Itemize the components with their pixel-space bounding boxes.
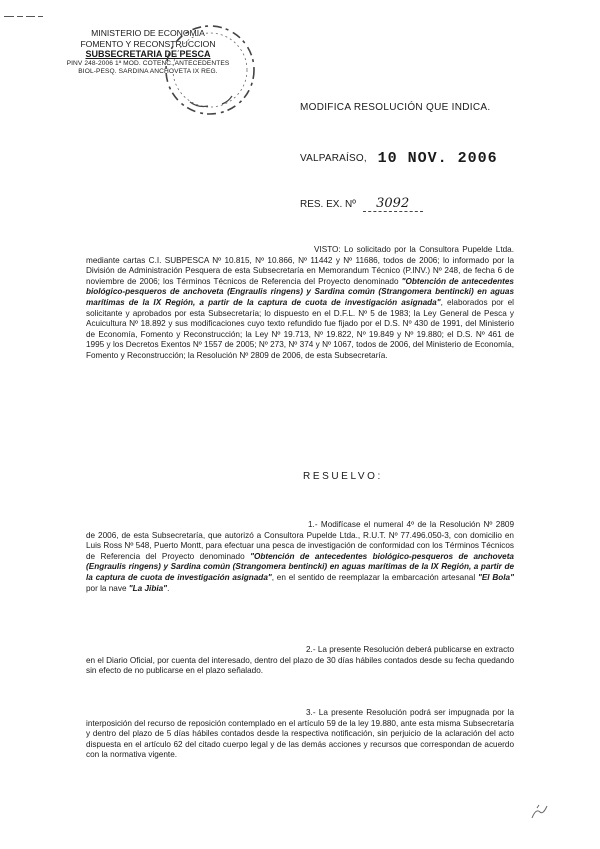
resolution-item-1: 1.- Modifícase el numeral 4º de la Resolución Nº 2809 de 2006, de esta Subsecretaría, que autorizó a Consultora Pupelde Ltda., R.U.T. Nº 77.496.050-3, con domicilio en Luis Ross Nº 548, Puerto Montt, para efectuar una pesca de investigación de conformidad con los Términos Técnicos de Referencia del Proyecto denominado "Obtención de antecedentes biológico-pesqueros de anchoveta (Engraulis ringens) y Sardina común (Strangomera bentincki) en aguas marítimas de la IX Región, a partir de la captura de cuota de investigación asignada", en el sentido de reemplazar la embarcación artesanal "El Bola" por la nave "La Jibia". xyxy=(86,520,514,593)
visto-paragraph: VISTO: Lo solicitado por la Consultora Pupelde Ltda. mediante cartas C.I. SUBPESCA Nº 10.815, Nº 10.866, Nº 11442 y Nº 11686, todos de 2006; lo informado por la División de Administración Pesquera de esta Subsecretaría en Memorandum Técnico (P.INV.) Nº 248, de fecha 6 de noviembre de 2006; los Términos Técnicos de Referencia del Proyecto denominado "Obtención de antecedentes biológico-pesqueros de anchoveta (Engraulis ringens) y Sardina común (Strangomera bentincki) en aguas marítimas de la IX Región, a partir de la captura de cuota de investigación asignada", elaborados por el solicitante y aprobados por esta Subsecretaría; lo dispuesto en el D.F.L. Nº 5 de 1983; la Ley General de Pesca y Acuicultura Nº 18.892 y sus modificaciones cuyo texto refundido fue fijado por el D.S. Nº 430 de 1991, del Ministerio de Economía, Fomento y Reconstrucción; la Ley Nº 19.713, Nº 19.822, Nº 19.849 y Nº 19.880; el D.S. Nº 461 de 1995 y los Decretos Exentos Nº 1557 de 2005; Nº 273, Nº 374 y Nº 1067, todos de 2006, del Ministerio de Economía, Fomento y Reconstrucción; la Resolución Nº 2809 de 2006, de esta Subsecretaría. xyxy=(86,245,514,360)
letterhead-reference-2: BIOL-PESQ. SARDINA ANCHOVETA IX REG. xyxy=(78,67,218,75)
handwritten-mark xyxy=(528,802,550,822)
document-subject: MODIFICA RESOLUCIÓN QUE INDICA. xyxy=(300,102,491,113)
letterhead-reference-1: PINV 248-2006 1ª MOD. COTENC. ANTECEDENTES xyxy=(66,59,230,67)
old-vessel-name: "El Bola" xyxy=(477,572,514,582)
official-seal-stamp xyxy=(160,22,260,118)
project-title: "Obtención de antecedentes biológico-pesqueros de anchoveta (Engraulis ringens) y Sardina común (Strangomera bentincki) en aguas marítimas de la IX Región, a partir de la captura de cuota de investigación asignada" xyxy=(86,551,514,582)
letterhead-ministry: MINISTERIO DE ECONOMIA xyxy=(91,28,205,38)
scan-artifact xyxy=(4,8,48,10)
resolution-number: 3092 xyxy=(363,196,423,212)
new-vessel-name: "La Jibia" xyxy=(128,583,168,593)
date-place: VALPARAÍSO, xyxy=(300,153,367,164)
resolution-item-3: 3.- La presente Resolución podrá ser impugnada por la interposición del recurso de reposición contemplado en el artículo 59 de la ley 19.880, ante esta misma Subsecretaría y dentro del plazo de 5 días hábiles contados desde la respectiva notificación, sin perjuicio de la aclaración del acto dispuesta en el artículo 62 del citado cuerpo legal y de las demás acciones y recursos que correspondan de acuerdo con la normativa vigente. xyxy=(86,708,514,760)
date-stamp: 10 NOV. 2006 xyxy=(377,150,498,167)
date-line xyxy=(300,150,498,167)
resuelvo-heading: RESUELVO: xyxy=(303,471,383,482)
letterhead-ministry-2: FOMENTO Y RECONSTRUCCION xyxy=(80,38,216,49)
resolution-label: RES. EX. Nº xyxy=(300,199,356,210)
resolution-number-line xyxy=(300,196,423,212)
visto-heading: VISTO: xyxy=(314,245,341,254)
project-title: "Obtención de antecedentes biológico-pesqueros de anchoveta (Engraulis ringens) y Sardina común (Strangomera bentincki) en aguas marítimas de la IX Región, a partir de la captura de cuota de investigación asignada" xyxy=(86,276,514,307)
resolution-item-2: 2.- La presente Resolución deberá publicarse en extracto en el Diario Oficial, por cuenta del interesado, dentro del plazo de 30 días hábiles contados desde su fecha quedando sin efecto de no publicarse en el plazo señalado. xyxy=(86,645,514,676)
letterhead-subsecretaria: SUBSECRETARIA DE PESCA xyxy=(85,49,211,59)
